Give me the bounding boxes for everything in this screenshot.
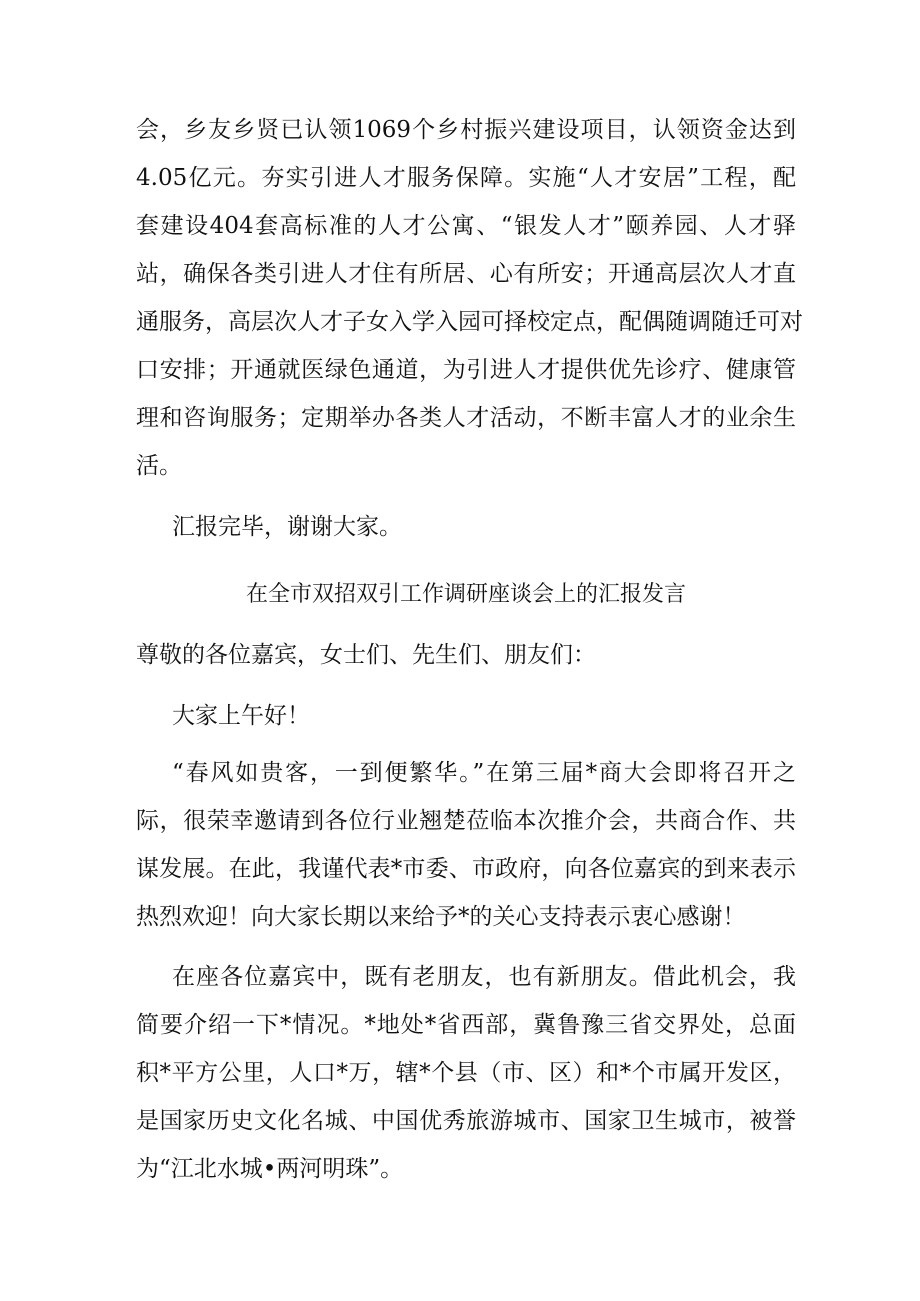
greeting: 大家上午好！ bbox=[172, 703, 310, 729]
text-line: 积*平方公里，人口*万，辖*个县（市、区）和*个市属开发区， bbox=[136, 1060, 796, 1086]
text-line: 站，确保各类引进人才住有所居、心有所安；开通高层次人才直 bbox=[136, 261, 796, 287]
text-line: 口安排；开通就医绿色通道，为引进人才提供优先诊疗、健康管 bbox=[136, 357, 796, 383]
text-line: 为“江北水城•两河明珠”。 bbox=[136, 1156, 404, 1182]
text-line: 4.05亿元。夯实引进人才服务保障。实施“人才安居”工程，配 bbox=[136, 165, 796, 191]
speech-title: 在全市双招双引工作调研座谈会上的汇报发言 bbox=[245, 582, 686, 607]
text-line: 热烈欢迎！向大家长期以来给予*的关心支持表示衷心感谢！ bbox=[136, 904, 746, 930]
text-line: 活。 bbox=[136, 453, 182, 479]
text-line: 通服务，高层次人才子女入学入园可择校定点，配偶随调随迁可对 bbox=[136, 309, 803, 335]
text-line: 是国家历史文化名城、中国优秀旅游城市、国家卫生城市，被誉 bbox=[136, 1108, 796, 1134]
closing-remark: 汇报完毕，谢谢大家。 bbox=[172, 514, 402, 540]
text-line: 会，乡友乡贤已认领1069个乡村振兴建设项目，认领资金达到 bbox=[136, 117, 796, 143]
text-line: “春风如贵客，一到便繁华。”在第三届*商大会即将召开之 bbox=[172, 760, 796, 786]
text-line: 际，很荣幸邀请到各位行业翘楚莅临本次推介会，共商合作、共 bbox=[136, 808, 796, 834]
text-line: 谋发展。在此，我谨代表*市委、市政府，向各位嘉宾的到来表示 bbox=[136, 856, 796, 882]
text-line: 套建设404套高标准的人才公寓、“银发人才”颐养园、人才驿 bbox=[136, 213, 796, 239]
text-line: 简要介绍一下*情况。*地处*省西部，冀鲁豫三省交界处，总面 bbox=[136, 1012, 796, 1038]
text-line: 在座各位嘉宾中，既有老朋友，也有新朋友。借此机会，我 bbox=[172, 964, 796, 990]
text-line: 理和咨询服务；定期举办各类人才活动，不断丰富人才的业余生 bbox=[136, 405, 796, 431]
salutation: 尊敬的各位嘉宾，女士们、先生们、朋友们： bbox=[136, 642, 596, 668]
